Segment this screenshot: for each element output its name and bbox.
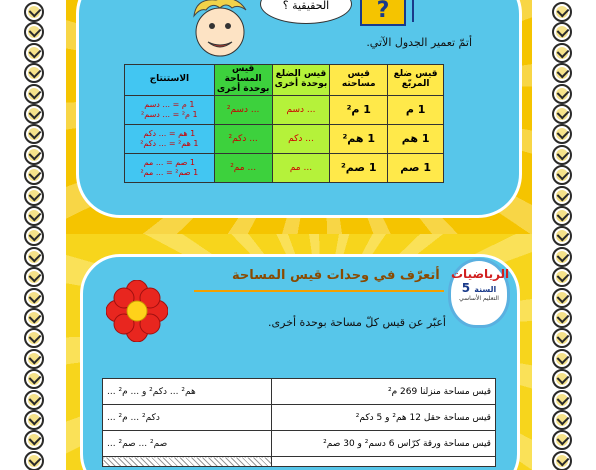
table-row <box>125 95 444 124</box>
spiral-ring <box>24 308 44 328</box>
subject-logo <box>448 258 510 328</box>
spiral-ring <box>552 22 572 42</box>
cell-conclusion[interactable]: 1 صم = ... مم 1 صم² = ... مم² <box>125 153 215 182</box>
bottom-page <box>66 234 532 470</box>
spiral-ring <box>24 2 44 22</box>
spiral-ring <box>552 124 572 144</box>
cell-area: 1 م² <box>346 103 371 117</box>
boy-face-illustration <box>186 0 256 58</box>
spiral-ring <box>552 63 572 83</box>
header-area: قيس مساحته <box>330 65 388 96</box>
top-page <box>66 0 532 234</box>
table-row <box>103 405 496 431</box>
spiral-ring <box>552 2 572 22</box>
cell-side: 1 هم <box>401 132 430 146</box>
cell-side-other[interactable]: ... دسم <box>272 95 330 124</box>
spiral-ring <box>24 206 44 226</box>
spiral-binding-right <box>550 0 574 470</box>
speech-text: الحقيقية ؟ <box>282 0 330 12</box>
spiral-ring <box>24 410 44 430</box>
spiral-binding-left <box>22 0 46 470</box>
cell-area-other[interactable]: ... مم² <box>214 153 272 182</box>
cell-side: 1 م <box>405 103 426 117</box>
spiral-ring <box>24 328 44 348</box>
exercise-instruction: أعبّر عن قيس كلّ مساحة بوحدة أخرى. <box>268 316 446 329</box>
spiral-ring <box>552 430 572 450</box>
logo-title: الرياضيات <box>451 267 510 281</box>
spiral-ring <box>552 84 572 104</box>
spiral-ring <box>552 226 572 246</box>
cell-side: 1 صم <box>400 161 431 175</box>
cell-area: 1 هم² <box>342 132 376 146</box>
conversion-table <box>124 64 444 183</box>
spiral-ring <box>24 369 44 389</box>
spiral-ring <box>552 308 572 328</box>
cell-side-other[interactable]: ... دكم <box>272 124 330 153</box>
spiral-ring <box>552 349 572 369</box>
answer-cell[interactable]: ... صم² ... صم² <box>103 431 272 457</box>
cell-conclusion[interactable]: 1 م = ... دسم 1 م² = ... دسم² <box>125 95 215 124</box>
spiral-ring <box>24 104 44 124</box>
logo-subtitle: التعليم الأساسي <box>459 295 499 302</box>
table-row <box>125 153 444 182</box>
spiral-ring <box>24 288 44 308</box>
hatched-cell <box>103 457 272 467</box>
spiral-ring <box>24 349 44 369</box>
spiral-ring <box>24 451 44 470</box>
question-cell: قيس مساحة منزلنا 269 م² <box>272 379 496 405</box>
question-box: ? <box>360 0 406 26</box>
title-underline <box>194 290 444 292</box>
spiral-ring <box>24 22 44 42</box>
spiral-ring <box>552 267 572 287</box>
area-exercise-table <box>102 378 496 467</box>
spiral-ring <box>24 186 44 206</box>
table-row <box>125 124 444 153</box>
spiral-ring <box>24 63 44 83</box>
spiral-ring <box>552 186 572 206</box>
table-row <box>103 379 496 405</box>
spiral-ring <box>552 206 572 226</box>
spiral-ring <box>552 247 572 267</box>
spiral-ring <box>552 451 572 470</box>
spiral-ring <box>552 328 572 348</box>
cell-conclusion[interactable]: 1 هم = ... دكم 1 هم² = ... دكم² <box>125 124 215 153</box>
spiral-ring <box>552 165 572 185</box>
header-area-other: قيس المساحة بوحدة أخرى <box>214 65 272 96</box>
spiral-ring <box>24 43 44 63</box>
spiral-ring <box>24 124 44 144</box>
cell-area: 1 صم² <box>340 161 377 175</box>
spiral-ring <box>552 288 572 308</box>
header-conclusion: الاستنتاج <box>125 65 215 96</box>
spiral-ring <box>552 145 572 165</box>
spiral-ring <box>552 43 572 63</box>
logo-year: السنة 5 <box>461 281 497 295</box>
question-cell: قيس مساحة حقل 12 هم² و 5 دكم² <box>272 405 496 431</box>
spiral-ring <box>24 165 44 185</box>
spiral-ring <box>24 267 44 287</box>
cell-area-other[interactable]: ... دسم² <box>214 95 272 124</box>
spiral-ring <box>552 410 572 430</box>
spiral-ring <box>24 430 44 450</box>
spiral-ring <box>552 369 572 389</box>
header-side-other: قيس الضلع بوحدة أخرى <box>272 65 330 96</box>
table-instruction: أتمّ تعمير الجدول الآتي. <box>366 36 472 49</box>
question-box-line <box>412 0 414 22</box>
header-side: قيس ضلع المربّع <box>388 65 444 96</box>
answer-cell[interactable]: ... هم² ... دكم² و ... م² <box>103 379 272 405</box>
flower-icon <box>106 280 168 342</box>
spiral-ring <box>24 247 44 267</box>
cell-area-other[interactable]: ... دكم² <box>214 124 272 153</box>
answer-cell[interactable]: ... دكم² ... م² <box>103 405 272 431</box>
spiral-ring <box>24 84 44 104</box>
spiral-ring <box>552 104 572 124</box>
lesson-title: أتعرّف في وحدات قيس المساحة <box>232 268 440 283</box>
spiral-ring <box>24 226 44 246</box>
cell-side-other[interactable]: ... مم <box>272 153 330 182</box>
spiral-ring <box>24 390 44 410</box>
spiral-ring <box>24 145 44 165</box>
table-row <box>103 431 496 457</box>
spiral-ring <box>552 390 572 410</box>
question-cell: قيس مساحة ورقة كرّاس 6 دسم² و 30 صم² <box>272 431 496 457</box>
